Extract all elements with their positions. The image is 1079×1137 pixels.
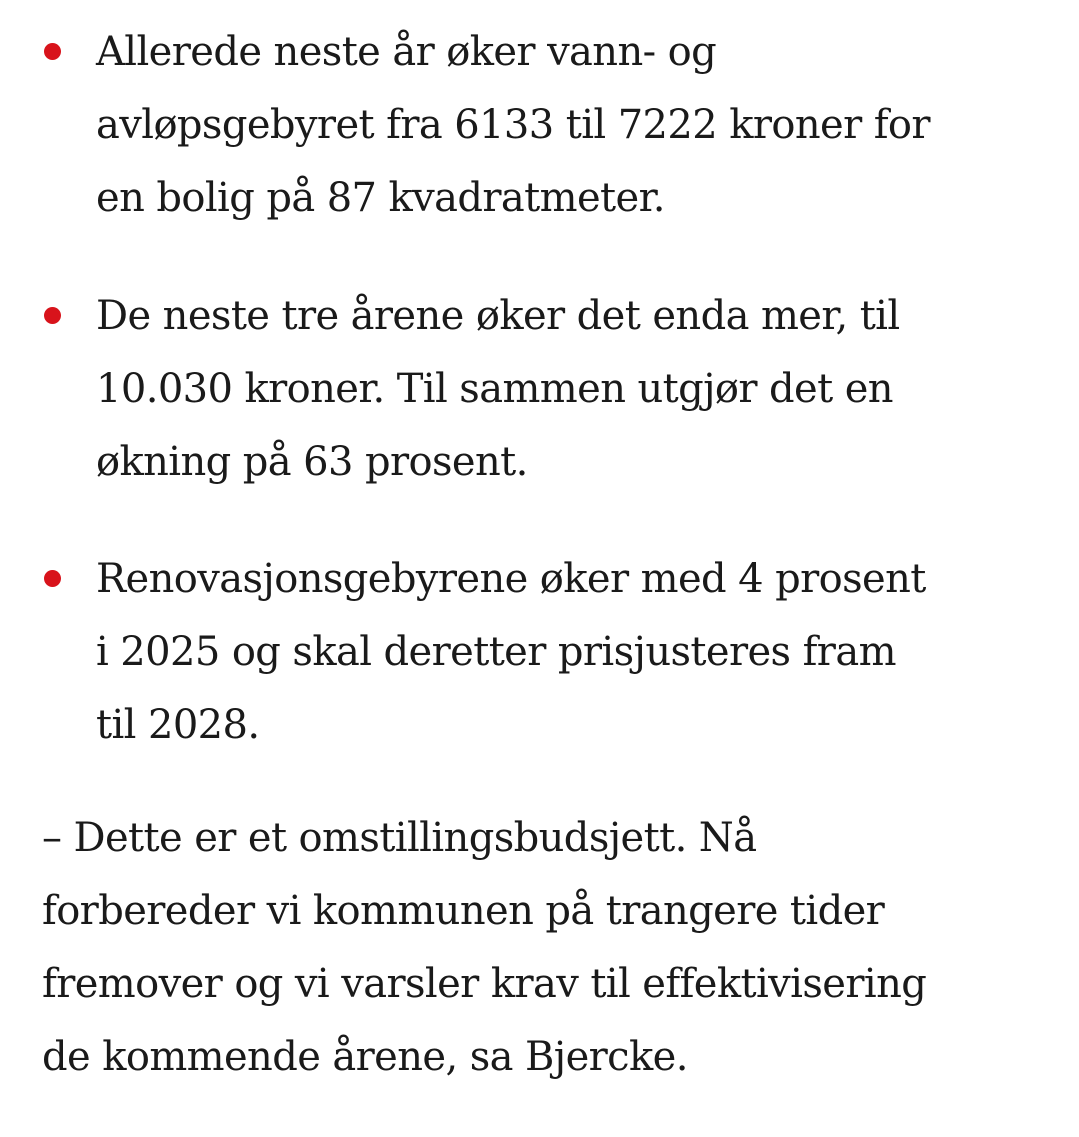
list-item-text: Allerede neste år øker vann- og bbox=[96, 29, 717, 75]
quote-line: fremover og vi varsler krav til effektivisering bbox=[42, 961, 927, 1007]
quote-line: – Dette er et omstillingsbudsjett. Nå bbox=[42, 815, 757, 861]
list-item-text: De neste tre årene øker det enda mer, til bbox=[96, 293, 900, 339]
list-item-text: i 2025 og skal deretter prisjusteres fram bbox=[96, 629, 896, 675]
list-item bbox=[96, 280, 1056, 499]
bullet-dot-icon bbox=[44, 43, 61, 60]
list-item-text: 10.030 kroner. Til sammen utgjør det en bbox=[96, 366, 893, 412]
list-item-text: Renovasjonsgebyrene øker med 4 prosent bbox=[96, 556, 926, 602]
list-item bbox=[96, 543, 1056, 762]
quote-paragraph bbox=[42, 802, 1062, 1094]
quote-line: de kommende årene, sa Bjercke. bbox=[42, 1034, 688, 1080]
list-item-text: til 2028. bbox=[96, 702, 260, 748]
bullet-dot-icon bbox=[44, 570, 61, 587]
list-item-text: økning på 63 prosent. bbox=[96, 439, 528, 485]
quote-line: forbereder vi kommunen på trangere tider bbox=[42, 888, 885, 934]
list-item-text: avløpsgebyret fra 6133 til 7222 kroner for bbox=[96, 102, 930, 148]
list-item bbox=[96, 16, 1056, 235]
bullet-dot-icon bbox=[44, 307, 61, 324]
list-item-text: en bolig på 87 kvadratmeter. bbox=[96, 175, 665, 221]
